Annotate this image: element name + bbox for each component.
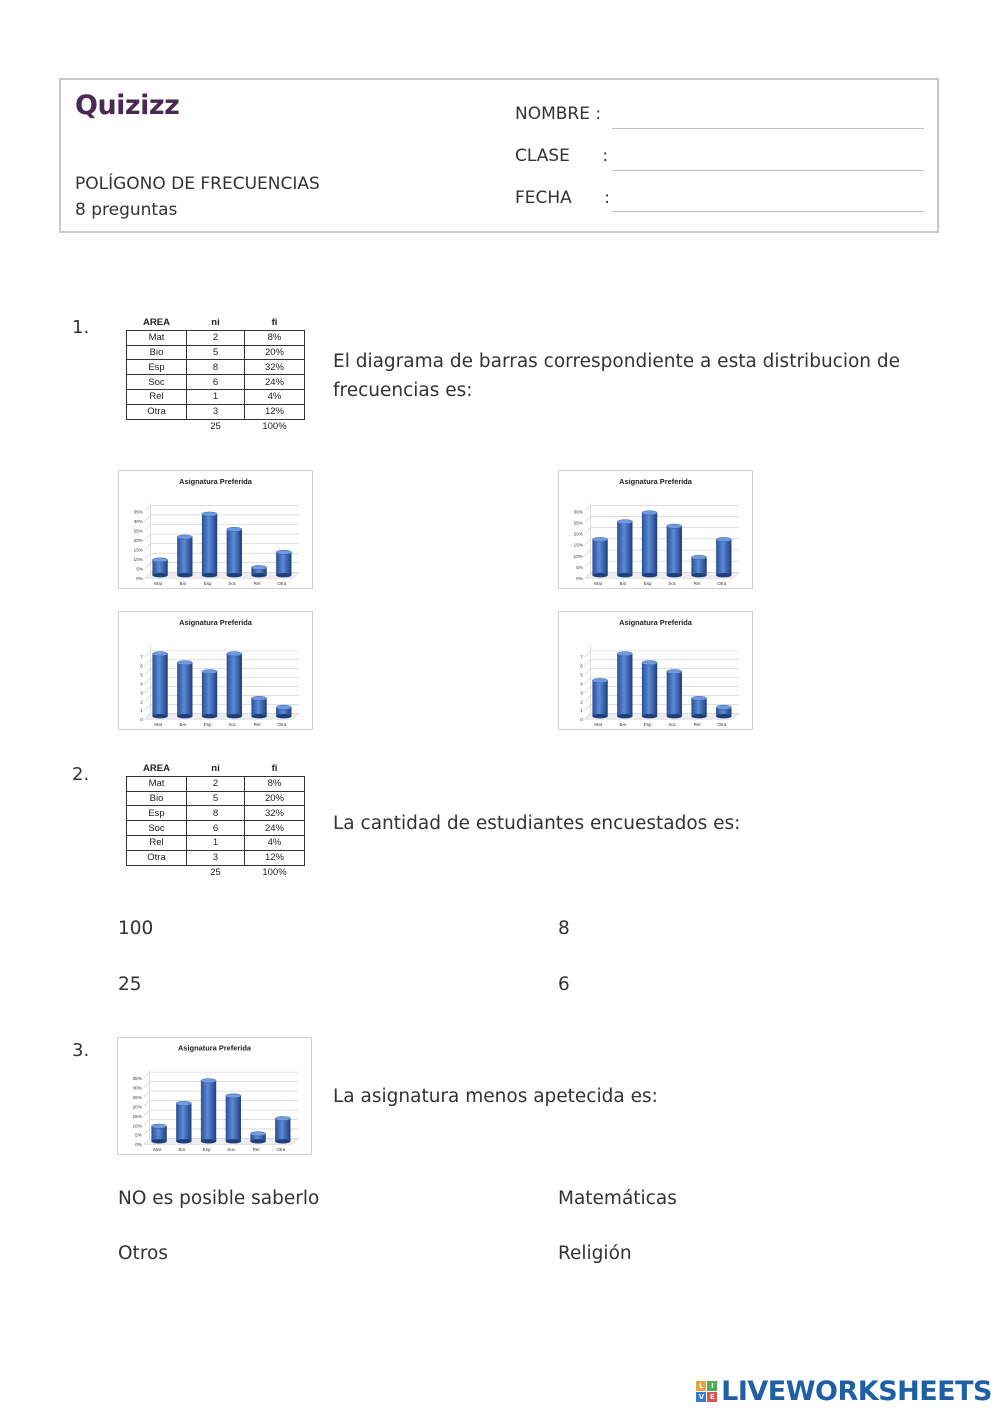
- y-tick-label: 35%: [133, 509, 143, 515]
- bar-body: [202, 514, 217, 575]
- y-tick-label: 35%: [132, 1075, 142, 1081]
- chart-title: Asignatura Preferida: [179, 617, 252, 627]
- table-header: ni: [211, 763, 220, 775]
- table-total-row: 25 100%: [210, 420, 287, 432]
- bar-body: [667, 526, 682, 575]
- bar-base: [151, 1139, 166, 1143]
- gridline: [145, 695, 299, 701]
- frequency-table-q2: [126, 762, 305, 879]
- bar-body: [202, 672, 217, 717]
- bar-top: [667, 524, 682, 528]
- x-tick-label: Bio: [179, 722, 187, 728]
- table-row: Otra 3 12%: [127, 404, 305, 419]
- x-tick-label: Rel: [693, 722, 701, 728]
- bar: [275, 1116, 290, 1143]
- bar-body: [227, 529, 242, 575]
- bar: [250, 1132, 265, 1144]
- bar-top: [276, 705, 291, 709]
- table-row: Bio 5 20%: [127, 345, 305, 360]
- bar: [202, 512, 217, 577]
- bar: [152, 652, 167, 719]
- bar-base: [642, 714, 657, 718]
- x-tick-label: Mat: [154, 581, 162, 587]
- gridline: [145, 515, 299, 521]
- bar-base: [227, 573, 242, 577]
- table-row: Esp 8 32%: [127, 806, 305, 821]
- y-tick-label: 6: [140, 663, 143, 669]
- y-tick-label: 25%: [133, 528, 143, 534]
- gridline: [144, 1082, 298, 1088]
- bar-base: [202, 573, 217, 577]
- table-row: Soc 6 24%: [127, 821, 305, 836]
- liveworksheets-wordmark: LIVEWORKSHEETS: [721, 1376, 992, 1407]
- bar-top: [177, 661, 192, 665]
- x-tick-label: Rel: [253, 722, 261, 728]
- x-tick-label: Otra: [717, 722, 727, 728]
- bar: [227, 527, 242, 577]
- y-tick-label: 5: [580, 672, 583, 678]
- x-tick-label: Mat: [154, 722, 162, 728]
- bar-body: [617, 654, 632, 716]
- option-chart-b[interactable]: [558, 470, 753, 589]
- bar-base: [176, 1139, 191, 1143]
- bar-top: [592, 678, 607, 682]
- bar-top: [227, 652, 242, 656]
- bar-base: [642, 573, 657, 577]
- bar: [716, 537, 731, 577]
- y-tick-label: 30%: [133, 518, 143, 524]
- y-tick-label: 30%: [132, 1085, 142, 1091]
- y-tick-label: 7: [580, 654, 583, 660]
- table-row: Rel 1 4%: [127, 389, 305, 404]
- gridline: [144, 1101, 298, 1107]
- gridline: [145, 687, 299, 693]
- bar: [617, 652, 632, 719]
- bar-top: [177, 535, 192, 539]
- y-tick-label: 0: [140, 717, 143, 723]
- bar-base: [251, 714, 266, 718]
- chart-title: Asignatura Preferida: [179, 476, 252, 486]
- bar-base: [251, 573, 266, 577]
- quizizz-logo: Quizizz: [75, 90, 180, 121]
- answer-option-d[interactable]: 6: [558, 974, 570, 995]
- table-row: Rel 1 4%: [127, 835, 305, 850]
- x-tick-label: Esp: [643, 581, 652, 587]
- bar: [177, 535, 192, 578]
- class-label: CLASE :: [515, 146, 609, 166]
- x-tick-label: Otra: [277, 581, 287, 587]
- option-chart-d[interactable]: [558, 611, 753, 730]
- bar-base: [202, 714, 217, 718]
- y-tick-label: 25%: [132, 1094, 142, 1100]
- bar-base: [691, 573, 706, 577]
- gridline: [145, 525, 299, 531]
- bar-body: [592, 681, 607, 717]
- table-row: Esp 8 32%: [127, 360, 305, 375]
- gridline: [585, 561, 739, 567]
- frequency-table-q1: [126, 316, 305, 433]
- table-header: ni: [211, 317, 220, 329]
- gridline: [145, 563, 299, 569]
- x-tick-label: Otra: [276, 1147, 286, 1153]
- chart-title: Asignatura Preferida: [619, 617, 692, 627]
- gridline: [585, 669, 739, 675]
- bar-top: [716, 537, 731, 541]
- bar-base: [716, 573, 731, 577]
- table-row: Otra 3 12%: [127, 850, 305, 865]
- bar-body: [691, 698, 706, 716]
- answer-option-b[interactable]: Matemáticas: [558, 1188, 677, 1209]
- answer-option-c[interactable]: 25: [118, 974, 142, 995]
- x-tick-label: Esp: [203, 722, 212, 728]
- gridline: [145, 678, 299, 684]
- y-tick-label: 10%: [573, 553, 583, 559]
- table-row: Mat 2 8%: [127, 330, 305, 345]
- bar: [152, 558, 167, 578]
- gridline: [144, 1119, 298, 1125]
- table-header: fi: [271, 317, 278, 329]
- bar-top: [617, 520, 632, 524]
- x-tick-label: Esp: [202, 1147, 211, 1153]
- bar-body: [275, 1119, 290, 1142]
- bar-base: [617, 714, 632, 718]
- chart-floor: [145, 572, 299, 578]
- bar-top: [202, 512, 217, 516]
- x-tick-label: Otra: [717, 581, 727, 587]
- y-tick-label: 7: [140, 654, 143, 660]
- answer-option-a[interactable]: 100: [118, 918, 154, 939]
- bar-top: [691, 696, 706, 700]
- bar-top: [642, 661, 657, 665]
- bar: [716, 705, 731, 718]
- bar: [667, 669, 682, 718]
- x-tick-label: Rel: [693, 581, 701, 587]
- bar-body: [251, 698, 266, 716]
- question-3-chart: [117, 1037, 312, 1155]
- x-tick-label: Esp: [643, 722, 652, 728]
- bar: [276, 550, 291, 577]
- bar-base: [275, 1139, 290, 1143]
- y-tick-label: 15%: [573, 542, 583, 548]
- bar-chart: [559, 612, 752, 729]
- bar: [177, 661, 192, 719]
- date-field[interactable]: [612, 211, 924, 212]
- gridline: [144, 1091, 298, 1097]
- bar-chart: [119, 612, 312, 729]
- question-1-number: 1.: [72, 317, 90, 338]
- bar-body: [642, 663, 657, 716]
- y-tick-label: 15%: [132, 1113, 142, 1119]
- gridline: [585, 651, 739, 657]
- bar-top: [251, 696, 266, 700]
- liveworksheets-brand: [696, 1376, 992, 1407]
- bar: [251, 565, 266, 577]
- table-total-row: 25 100%: [210, 866, 287, 878]
- chart-floor: [144, 1138, 298, 1144]
- bar-top: [276, 550, 291, 554]
- y-tick-label: 2: [140, 699, 143, 705]
- question-1-text: El diagrama de barras correspondiente a esta distribucion de frecuencias es:: [333, 351, 901, 401]
- gridline: [585, 687, 739, 693]
- bar-top: [226, 1094, 241, 1098]
- y-tick-label: 10%: [133, 557, 143, 563]
- bar: [642, 511, 657, 578]
- bar-top: [227, 527, 242, 531]
- name-field[interactable]: [612, 128, 924, 129]
- bar-base: [177, 714, 192, 718]
- x-tick-label: Mat: [594, 581, 602, 587]
- answer-option-c[interactable]: Otros: [118, 1243, 168, 1264]
- bar-base: [716, 714, 731, 718]
- bar: [691, 555, 706, 577]
- x-tick-label: Rel: [252, 1147, 260, 1153]
- y-tick-label: 0%: [136, 576, 143, 582]
- bar: [691, 696, 706, 718]
- table-header: AREA: [143, 763, 170, 775]
- bar-body: [177, 663, 192, 716]
- bar: [592, 678, 607, 718]
- chart-title: Asignatura Preferida: [619, 476, 692, 486]
- y-tick-label: 25%: [573, 520, 583, 526]
- x-tick-label: Soc: [668, 722, 677, 728]
- gridline: [585, 550, 739, 556]
- bar-top: [202, 669, 217, 673]
- bar: [592, 537, 607, 577]
- bar-top: [201, 1079, 216, 1083]
- bar-top: [667, 669, 682, 673]
- bar-chart: [118, 1038, 311, 1154]
- gridline: [144, 1110, 298, 1116]
- y-tick-label: 0: [580, 717, 583, 723]
- bar-top: [617, 652, 632, 656]
- bar-base: [227, 714, 242, 718]
- bar-body: [642, 513, 657, 575]
- table-row: Soc 6 24%: [127, 375, 305, 390]
- bar-top: [251, 565, 266, 569]
- gridline: [144, 1072, 298, 1078]
- y-tick-label: 1: [580, 708, 583, 714]
- y-tick-label: 0%: [135, 1142, 142, 1148]
- bar-base: [276, 573, 291, 577]
- y-tick-label: 2: [580, 699, 583, 705]
- bar-body: [177, 537, 192, 575]
- bar-chart: [119, 471, 312, 588]
- bar: [151, 1124, 166, 1143]
- y-tick-label: 5%: [135, 1132, 142, 1138]
- date-label: FECHA :: [515, 188, 610, 208]
- gridline: [145, 544, 299, 550]
- table-header: fi: [271, 763, 278, 775]
- gridline: [145, 660, 299, 666]
- question-2-text: La cantidad de estudiantes encuestados es:: [333, 813, 741, 834]
- bar-top: [642, 511, 657, 515]
- bar-body: [617, 522, 632, 575]
- bar-body: [226, 1096, 241, 1141]
- gridline: [585, 505, 739, 511]
- bar-top: [716, 705, 731, 709]
- question-2-number: 2.: [72, 764, 90, 785]
- x-tick-label: Mat: [153, 1147, 161, 1153]
- x-tick-label: Bio: [619, 581, 627, 587]
- bar-body: [201, 1081, 216, 1142]
- y-tick-label: 4: [140, 681, 143, 687]
- gridline: [585, 528, 739, 534]
- bar-chart: [559, 471, 752, 588]
- chart-floor: [585, 572, 739, 578]
- question-3-number: 3.: [72, 1040, 90, 1061]
- x-tick-label: Bio: [178, 1147, 186, 1153]
- bar: [617, 520, 632, 578]
- y-tick-label: 3: [140, 690, 143, 696]
- class-field[interactable]: [612, 170, 924, 171]
- x-tick-label: Bio: [179, 581, 187, 587]
- bar-top: [152, 558, 167, 562]
- bar: [201, 1079, 216, 1144]
- chart-floor: [585, 713, 739, 719]
- bar-top: [176, 1101, 191, 1105]
- x-tick-label: Mat: [594, 722, 602, 728]
- bar-top: [152, 652, 167, 656]
- chart-floor: [145, 713, 299, 719]
- bar-base: [617, 573, 632, 577]
- bar-top: [691, 555, 706, 559]
- bar-base: [152, 714, 167, 718]
- bar-base: [177, 573, 192, 577]
- y-tick-label: 1: [140, 708, 143, 714]
- bar-base: [250, 1139, 265, 1143]
- bar: [227, 652, 242, 719]
- bar-body: [716, 540, 731, 576]
- y-tick-label: 15%: [133, 547, 143, 553]
- gridline: [144, 1129, 298, 1135]
- x-tick-label: Soc: [668, 581, 677, 587]
- bar-body: [176, 1103, 191, 1141]
- gridline: [145, 669, 299, 675]
- gridline: [585, 660, 739, 666]
- x-tick-label: Soc: [228, 722, 237, 728]
- y-tick-label: 4: [580, 681, 583, 687]
- bar-base: [592, 714, 607, 718]
- bar-base: [592, 573, 607, 577]
- gridline: [145, 553, 299, 559]
- table-row: Mat 2 8%: [127, 776, 305, 791]
- x-tick-label: Soc: [228, 581, 237, 587]
- gridline: [585, 517, 739, 523]
- y-tick-label: 30%: [573, 509, 583, 515]
- y-tick-label: 5%: [576, 565, 583, 570]
- liveworksheets-logo-icon: L I V E: [696, 1381, 717, 1402]
- bar-base: [276, 714, 291, 718]
- bar: [667, 524, 682, 577]
- name-label: NOMBRE :: [515, 104, 602, 124]
- x-tick-label: Rel: [253, 581, 261, 587]
- y-tick-label: 0%: [576, 576, 583, 582]
- bar-base: [691, 714, 706, 718]
- answer-option-d[interactable]: Religión: [558, 1243, 632, 1264]
- bar-body: [152, 654, 167, 716]
- bar-base: [152, 573, 167, 577]
- y-tick-label: 10%: [132, 1123, 142, 1129]
- y-tick-label: 20%: [573, 531, 583, 537]
- y-tick-label: 6: [580, 663, 583, 669]
- bar-base: [667, 573, 682, 577]
- answer-option-b[interactable]: 8: [558, 918, 570, 939]
- x-tick-label: Esp: [203, 581, 212, 587]
- bar-body: [691, 557, 706, 575]
- option-chart-a[interactable]: [118, 470, 313, 589]
- bar-body: [592, 540, 607, 576]
- y-tick-label: 5%: [136, 566, 143, 572]
- bar-top: [250, 1132, 265, 1136]
- table-row: Bio 5 20%: [127, 791, 305, 806]
- chart-title: Asignatura Preferida: [178, 1043, 251, 1053]
- bar-body: [276, 552, 291, 575]
- bar: [226, 1094, 241, 1144]
- gridline: [585, 695, 739, 701]
- bar: [176, 1101, 191, 1143]
- y-tick-label: 20%: [133, 537, 143, 543]
- bar-body: [667, 672, 682, 717]
- option-chart-c[interactable]: [118, 611, 313, 730]
- quiz-subtitle: 8 preguntas: [75, 200, 178, 220]
- y-tick-label: 5: [140, 672, 143, 678]
- gridline: [145, 534, 299, 540]
- y-tick-label: 20%: [132, 1104, 142, 1110]
- bar: [202, 669, 217, 718]
- bar: [251, 696, 266, 718]
- bar-top: [592, 537, 607, 541]
- question-3-text: La asignatura menos apetecida es:: [333, 1086, 658, 1107]
- quiz-title: POLÍGONO DE FRECUENCIAS: [75, 174, 320, 194]
- answer-option-a[interactable]: NO es posible saberlo: [118, 1188, 320, 1209]
- gridline: [145, 505, 299, 511]
- bar: [642, 661, 657, 719]
- x-tick-label: Otra: [277, 722, 287, 728]
- table-header: AREA: [143, 317, 170, 329]
- x-tick-label: Bio: [619, 722, 627, 728]
- header-box: [59, 78, 939, 233]
- x-tick-label: Soc: [227, 1147, 236, 1153]
- bar-base: [667, 714, 682, 718]
- bar-top: [275, 1116, 290, 1120]
- bar-top: [151, 1124, 166, 1128]
- y-tick-label: 3: [580, 690, 583, 696]
- bar-body: [227, 654, 242, 716]
- bar-base: [226, 1139, 241, 1143]
- bar-base: [201, 1139, 216, 1143]
- bar: [276, 705, 291, 718]
